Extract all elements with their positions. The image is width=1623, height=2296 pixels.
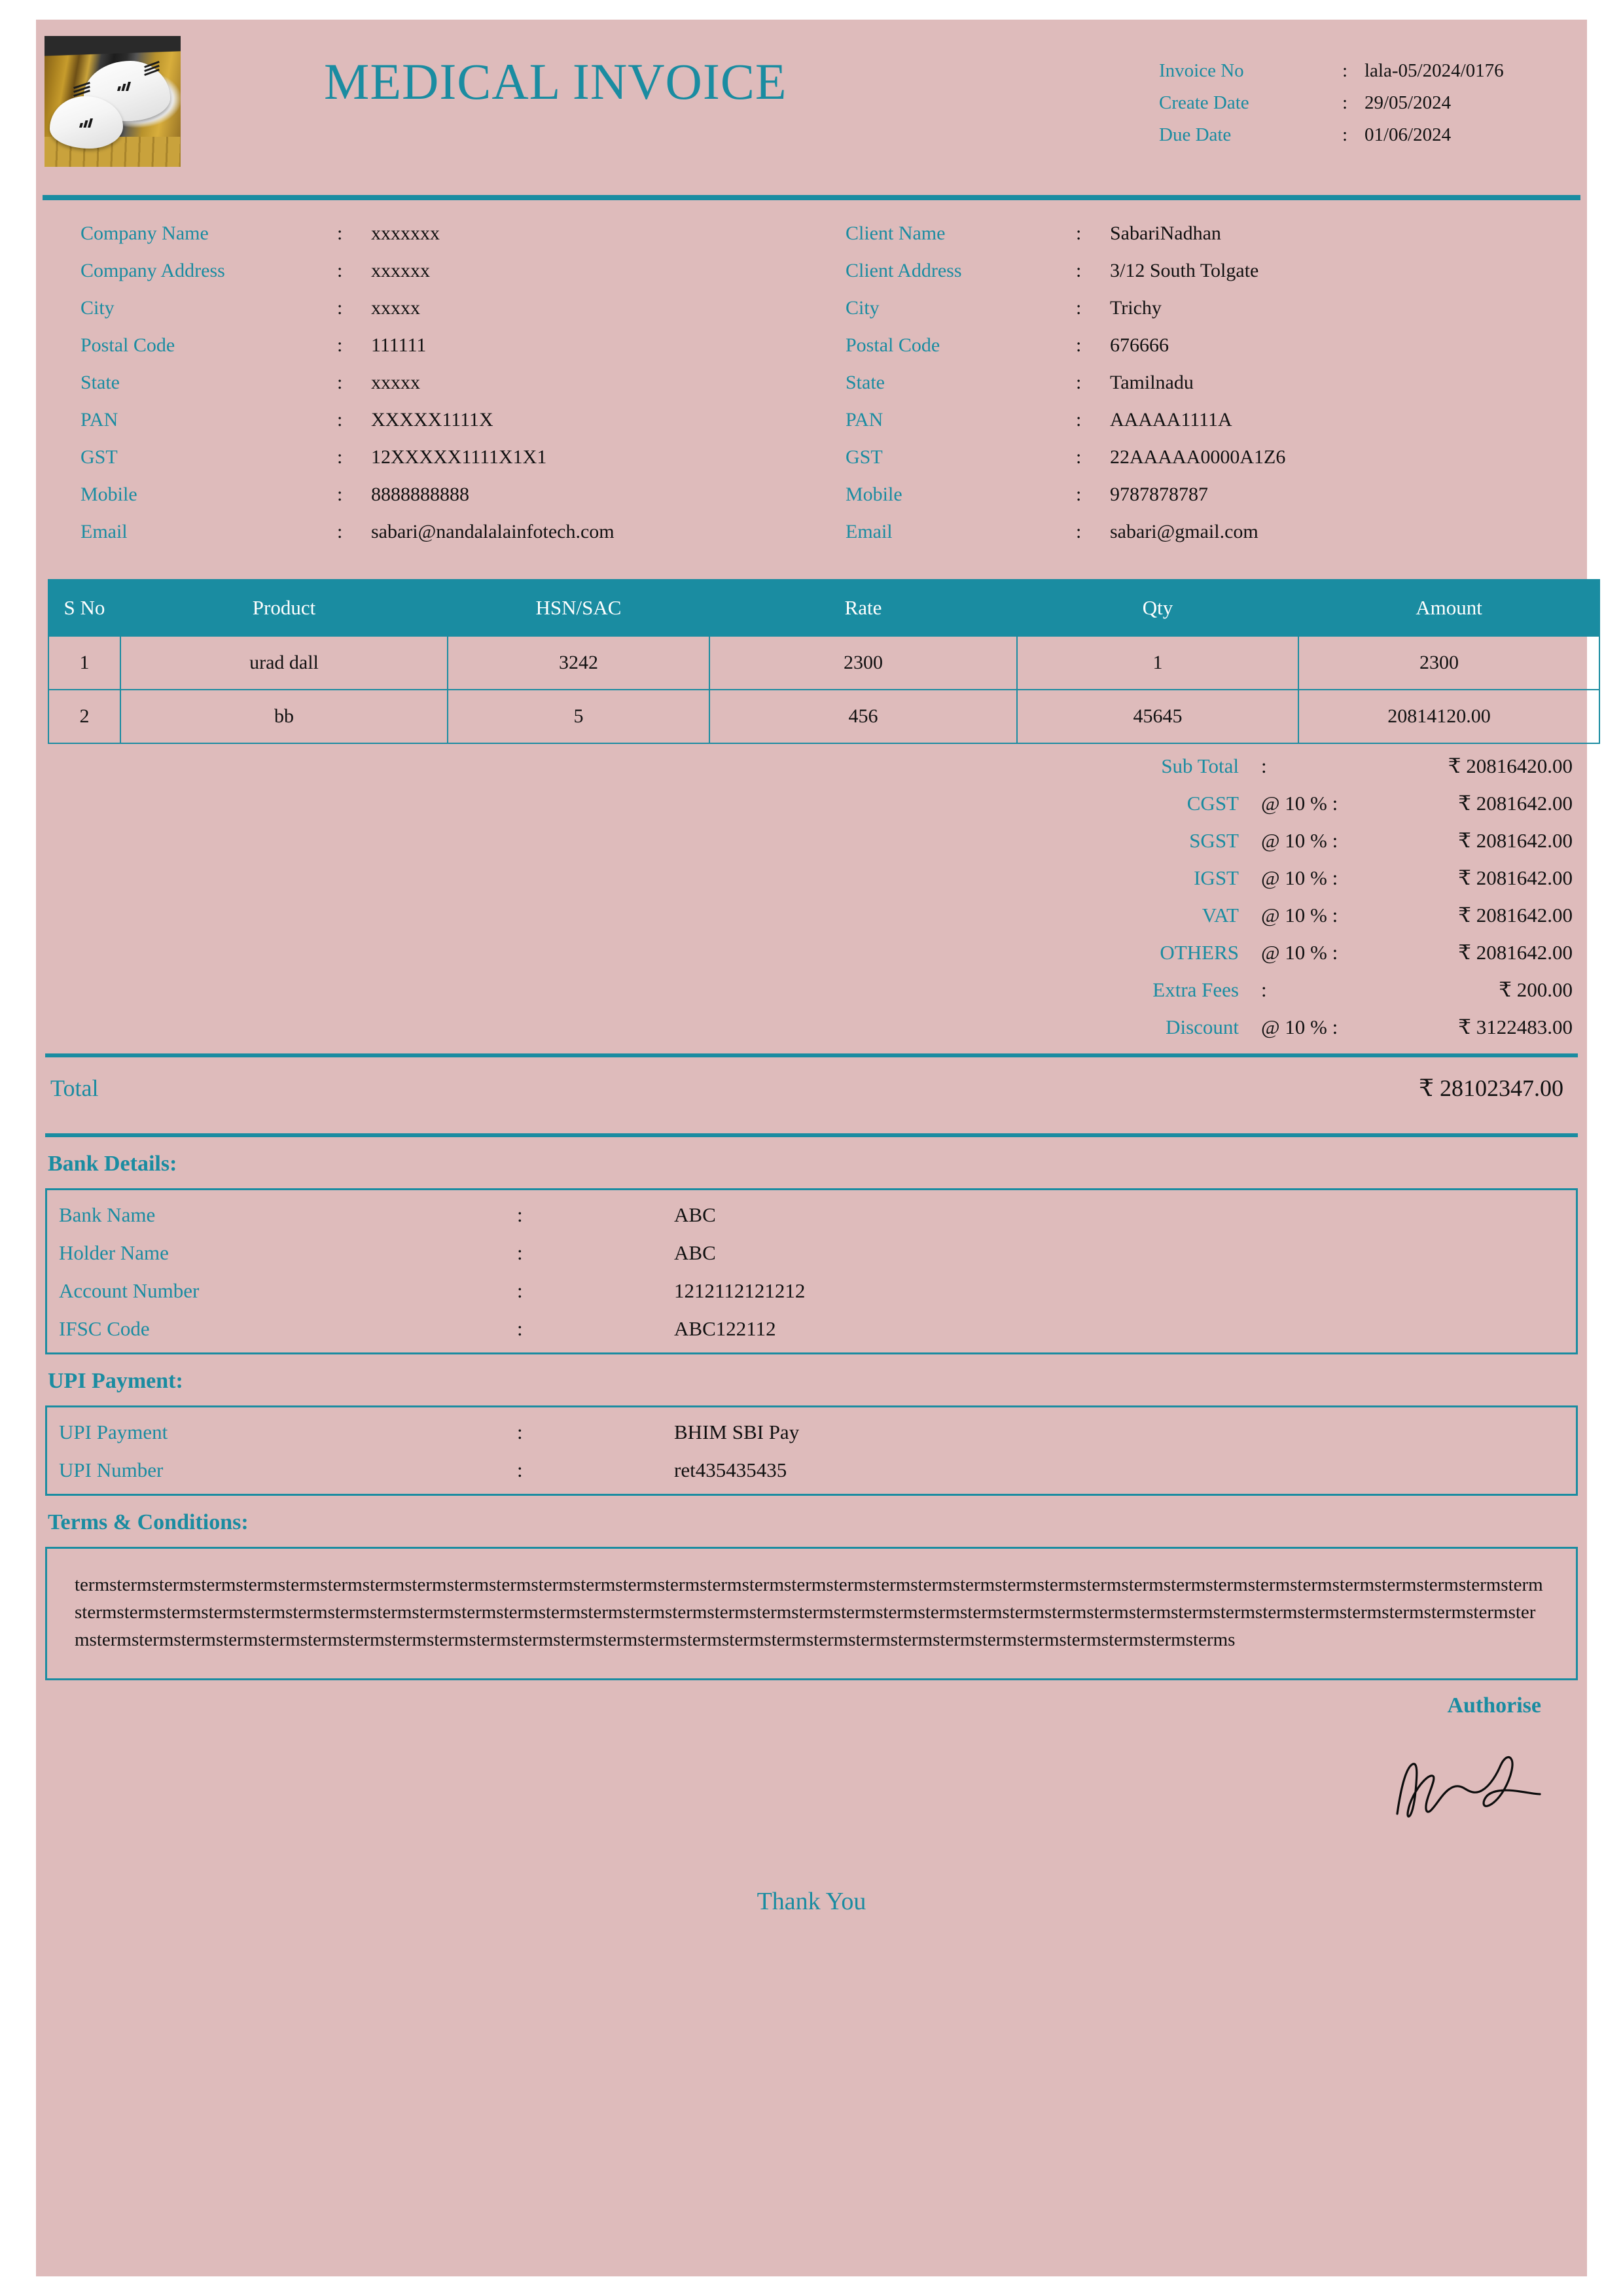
company-label: PAN — [80, 409, 118, 431]
total-line — [36, 978, 1573, 1002]
client-row — [846, 224, 1577, 243]
items-table-wrap — [36, 575, 1587, 744]
client-value: SabariNadhan — [1110, 222, 1221, 244]
client-value: 9787878787 — [1110, 484, 1208, 505]
client-value: 676666 — [1110, 334, 1169, 356]
client-value: 3/12 South Tolgate — [1110, 260, 1259, 281]
page-title: MEDICAL INVOICE — [324, 53, 787, 110]
invoice-meta-row — [1159, 124, 1565, 146]
total-line-rate: @ 10 % : — [1261, 792, 1338, 815]
total-line-value: ₹ 200.00 — [1499, 978, 1573, 1001]
table-row — [48, 636, 1599, 690]
total-line-label: Extra Fees — [1152, 978, 1239, 1001]
company-value: 12XXXXX1111X1X1 — [371, 446, 547, 468]
company-details — [46, 224, 812, 559]
bank-value: ABC — [674, 1203, 716, 1226]
table-row — [48, 690, 1599, 743]
colon: : — [1076, 334, 1082, 356]
total-line-value: ₹ 2081642.00 — [1458, 792, 1573, 815]
upi-value: BHIM SBI Pay — [674, 1421, 800, 1443]
company-logo-photo — [45, 36, 181, 167]
total-line-rate: @ 10 % : — [1261, 1016, 1338, 1038]
invoice-meta-row — [1159, 92, 1565, 114]
total-line — [36, 1016, 1573, 1039]
grand-total-row — [36, 1057, 1587, 1119]
company-label: Mobile — [80, 484, 137, 505]
colon: : — [337, 260, 343, 281]
client-details — [812, 224, 1577, 559]
client-value: Trichy — [1110, 297, 1162, 319]
create-date-value: 29/05/2024 — [1364, 92, 1452, 113]
colon: : — [517, 1279, 523, 1302]
company-value: xxxxx — [371, 297, 420, 319]
invoice-sheet — [36, 20, 1587, 2276]
bank-row — [47, 1241, 1576, 1265]
authorise-label: Authorise — [1447, 1693, 1541, 1718]
client-label: Mobile — [846, 484, 902, 505]
total-line-label: Sub Total — [1161, 754, 1239, 777]
company-value: 111111 — [371, 334, 427, 356]
handwritten-signature — [1389, 1751, 1546, 1823]
item-rate: 2300 — [709, 636, 1017, 690]
grand-total-value: ₹ 28102347.00 — [1419, 1075, 1563, 1101]
item-product: bb — [120, 690, 448, 743]
colon: : — [1342, 92, 1348, 113]
company-value: xxxxx — [371, 372, 420, 393]
client-label: PAN — [846, 409, 883, 431]
company-label: Company Address — [80, 260, 225, 281]
total-line-label: IGST — [1194, 866, 1239, 889]
item-sno: 2 — [48, 690, 120, 743]
company-row — [80, 224, 812, 243]
total-line — [36, 829, 1573, 853]
company-label: GST — [80, 446, 118, 468]
invoice-no-value: lala-05/2024/0176 — [1364, 60, 1504, 81]
total-line — [36, 866, 1573, 890]
header-divider — [43, 195, 1580, 200]
item-rate: 456 — [709, 690, 1017, 743]
upi-row — [47, 1458, 1576, 1482]
colon: : — [337, 297, 343, 319]
item-product: urad dall — [120, 636, 448, 690]
bank-label: Holder Name — [59, 1241, 169, 1264]
client-label: City — [846, 297, 880, 319]
colon: : — [1076, 409, 1082, 431]
colon: : — [1076, 260, 1082, 281]
total-line-value: ₹ 2081642.00 — [1458, 866, 1573, 889]
bank-row — [47, 1279, 1576, 1303]
bank-details-box — [45, 1188, 1578, 1354]
total-line-rate: @ 10 % : — [1261, 904, 1338, 927]
bank-value: ABC122112 — [674, 1317, 776, 1340]
total-line — [36, 941, 1573, 964]
upi-label: UPI Payment — [59, 1421, 168, 1443]
colon: : — [337, 409, 343, 431]
terms-conditions-heading: Terms & Conditions: — [48, 1510, 249, 1534]
items-table-header-cell: HSN/SAC — [448, 580, 709, 636]
totals-block — [36, 744, 1587, 1039]
create-date-label: Create Date — [1159, 92, 1249, 113]
client-label: GST — [846, 446, 883, 468]
upi-payment-heading: UPI Payment: — [48, 1369, 183, 1393]
company-label: Company Name — [80, 222, 209, 244]
total-line — [36, 754, 1573, 778]
invoice-header — [36, 20, 1587, 195]
client-value: AAAAA1111A — [1110, 409, 1232, 431]
grand-total-label: Total — [50, 1075, 99, 1101]
due-date-label: Due Date — [1159, 124, 1232, 145]
invoice-no-label: Invoice No — [1159, 60, 1244, 81]
bank-label: Account Number — [59, 1279, 200, 1302]
colon: : — [1076, 372, 1082, 393]
client-label: Postal Code — [846, 334, 940, 356]
authorise-block — [45, 1680, 1578, 1844]
total-line-label: Discount — [1166, 1016, 1239, 1038]
total-line-value: ₹ 2081642.00 — [1458, 904, 1573, 927]
colon: : — [337, 372, 343, 393]
item-hsn: 3242 — [448, 636, 709, 690]
client-row — [846, 298, 1577, 318]
client-label: Client Name — [846, 222, 946, 244]
items-table-header-row — [48, 580, 1599, 636]
company-row — [80, 261, 812, 281]
bank-label: IFSC Code — [59, 1317, 150, 1340]
total-line-rate: @ 10 % : — [1261, 941, 1338, 964]
upi-label: UPI Number — [59, 1458, 164, 1481]
colon: : — [517, 1421, 523, 1443]
client-row — [846, 448, 1577, 467]
total-line-rate: @ 10 % : — [1261, 829, 1338, 852]
colon: : — [1076, 521, 1082, 542]
upi-row — [47, 1421, 1576, 1444]
colon: : — [517, 1317, 523, 1340]
items-table-header-cell: Rate — [709, 580, 1017, 636]
client-row — [846, 336, 1577, 355]
invoice-meta-row — [1159, 60, 1565, 82]
colon: : — [517, 1203, 523, 1226]
total-line-label: OTHERS — [1160, 941, 1239, 964]
company-label: City — [80, 297, 115, 319]
item-qty: 45645 — [1017, 690, 1298, 743]
client-row — [846, 373, 1577, 393]
total-line-rate: @ 10 % : — [1261, 866, 1338, 889]
terms-conditions-text: termstermstermstermstermstermstermstermstermstermstermstermstermstermstermstermstermstermstermstermstermstermstermstermstermstermstermstermstermstermstermstermstermstermstermstermstermstermstermstermstermstermstermstermstermstermstermstermstermstermstermstermstermstermstermstermstermstermstermstermstermstermstermstermstermstermstermstermstermstermstermstermstermstermstermstermstermstermstermstermstermstermstermstermstermstermstermstermstermstermstermstermstermstermstermstermsterms — [75, 1574, 1543, 1651]
total-line-value: ₹ 2081642.00 — [1458, 829, 1573, 852]
colon: : — [1076, 222, 1082, 244]
company-value: sabari@nandalalainfotech.com — [371, 521, 615, 542]
colon: : — [1342, 60, 1348, 81]
bank-row — [47, 1203, 1576, 1227]
company-value: xxxxxxx — [371, 222, 440, 244]
colon: : — [337, 446, 343, 468]
colon: : — [1076, 297, 1082, 319]
total-line-rate: : — [1261, 754, 1267, 777]
client-row — [846, 485, 1577, 504]
total-line-value: ₹ 2081642.00 — [1458, 941, 1573, 964]
total-line — [36, 792, 1573, 815]
company-value: XXXXX1111X — [371, 409, 493, 431]
colon: : — [1342, 124, 1348, 145]
colon: : — [517, 1241, 523, 1264]
due-date-value: 01/06/2024 — [1364, 124, 1452, 145]
company-row — [80, 373, 812, 393]
bank-value: 1212112121212 — [674, 1279, 806, 1302]
party-details — [36, 200, 1587, 575]
client-label: Client Address — [846, 260, 962, 281]
items-table — [48, 579, 1600, 744]
client-label: Email — [846, 521, 893, 542]
total-line-label: CGST — [1186, 792, 1239, 815]
total-line-value: ₹ 3122483.00 — [1458, 1016, 1573, 1038]
client-value: 22AAAAA0000A1Z6 — [1110, 446, 1286, 468]
thank-you-note: Thank You — [757, 1888, 866, 1916]
total-line-label: VAT — [1202, 904, 1239, 927]
item-qty: 1 — [1017, 636, 1298, 690]
client-row — [846, 522, 1577, 542]
client-value: sabari@gmail.com — [1110, 521, 1258, 542]
bank-details-heading: Bank Details: — [48, 1152, 177, 1176]
colon: : — [337, 521, 343, 542]
total-line-label: SGST — [1189, 829, 1239, 852]
company-row — [80, 448, 812, 467]
client-row — [846, 410, 1577, 430]
company-value: xxxxxx — [371, 260, 430, 281]
company-row — [80, 410, 812, 430]
colon: : — [1076, 484, 1082, 505]
item-sno: 1 — [48, 636, 120, 690]
company-label: State — [80, 372, 120, 393]
company-label: Postal Code — [80, 334, 175, 356]
invoice-meta — [1159, 60, 1565, 156]
company-row — [80, 336, 812, 355]
colon: : — [517, 1458, 523, 1481]
company-row — [80, 522, 812, 542]
bank-label: Bank Name — [59, 1203, 156, 1226]
terms-conditions-box — [45, 1547, 1578, 1680]
item-amount: 2300 — [1298, 636, 1599, 690]
items-table-header-cell: S No — [48, 580, 120, 636]
upi-value: ret435435435 — [674, 1458, 787, 1481]
total-line-value: ₹ 20816420.00 — [1448, 754, 1573, 777]
colon: : — [337, 334, 343, 356]
company-row — [80, 298, 812, 318]
client-row — [846, 261, 1577, 281]
bank-value: ABC — [674, 1241, 716, 1264]
company-row — [80, 485, 812, 504]
items-table-header-cell: Product — [120, 580, 448, 636]
client-value: Tamilnadu — [1110, 372, 1194, 393]
total-line — [36, 904, 1573, 927]
item-hsn: 5 — [448, 690, 709, 743]
colon: : — [337, 222, 343, 244]
company-label: Email — [80, 521, 128, 542]
upi-payment-box — [45, 1405, 1578, 1496]
bank-row — [47, 1317, 1576, 1341]
company-value: 8888888888 — [371, 484, 469, 505]
item-amount: 20814120.00 — [1298, 690, 1599, 743]
items-table-header-cell: Amount — [1298, 580, 1599, 636]
colon: : — [337, 484, 343, 505]
client-label: State — [846, 372, 885, 393]
colon: : — [1076, 446, 1082, 468]
items-table-header-cell: Qty — [1017, 580, 1298, 636]
total-line-rate: : — [1261, 978, 1267, 1001]
